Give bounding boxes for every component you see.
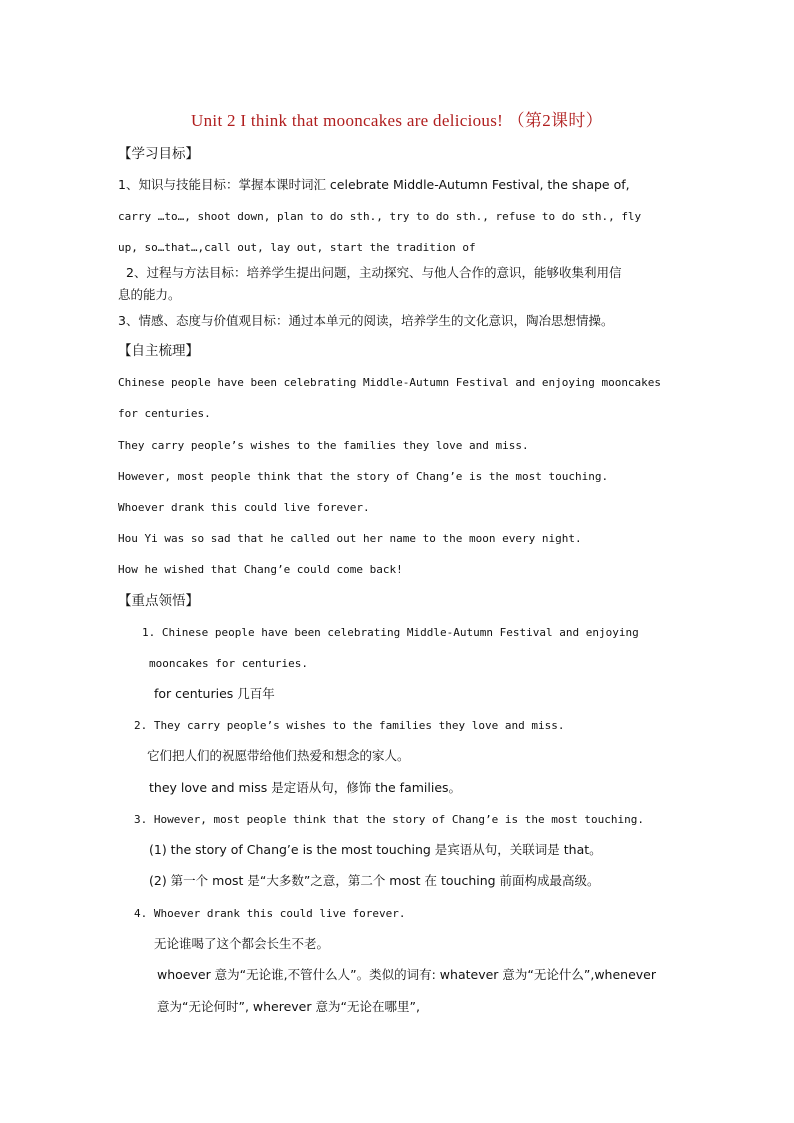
- objective-1-line-1: 1、知识与技能目标：掌握本课时词汇 celebrate Middle-Autumn Festival, the shape of,: [118, 177, 630, 192]
- key-point-1-note: for centuries 几百年: [154, 686, 275, 701]
- self-study-sentence-3: However, most people think that the story of Chang’e is the most touching.: [118, 470, 609, 483]
- self-study-sentence-4: Whoever drank this could live forever.: [118, 501, 370, 514]
- objective-2-line-1: 2、过程与方法目标：培养学生提出问题，主动探究、与他人合作的意识，能够收集利用信: [126, 265, 622, 280]
- section-heading-key-points: 【重点领悟】: [118, 593, 199, 609]
- key-point-4-note-line-1: whoever 意为“无论谁,不管什么人”。类似的词有: whatever 意为“无论什么”,whenever: [157, 967, 656, 982]
- section-heading-self-study: 【自主梳理】: [118, 343, 199, 359]
- key-point-3-note-1: (1) the story of Chang’e is the most touching 是宾语从句，关联词是 that。: [149, 842, 602, 857]
- objective-1-line-2: carry …to…, shoot down, plan to do sth., try to do sth., refuse to do sth., fly: [118, 210, 642, 223]
- self-study-sentence-1-line-1: Chinese people have been celebrating Middle-Autumn Festival and enjoying mooncakes: [118, 376, 662, 389]
- self-study-sentence-6: How he wished that Chang’e could come back!: [118, 563, 403, 576]
- key-point-4: 4. Whoever drank this could live forever.: [134, 907, 406, 920]
- key-point-4-translation: 无论谁喝了这个都会长生不老。: [154, 936, 330, 951]
- objective-1-line-3: up, so…that…,call out, lay out, start the tradition of: [118, 241, 476, 254]
- section-heading-objectives: 【学习目标】: [118, 146, 199, 162]
- self-study-sentence-5: Hou Yi was so sad that he called out her name to the moon every night.: [118, 532, 582, 545]
- key-point-2: 2. They carry people’s wishes to the families they love and miss.: [134, 719, 565, 732]
- page-title: Unit 2 I think that mooncakes are delicious! （第2课时）: [191, 111, 603, 130]
- key-point-1-line-2: mooncakes for centuries.: [149, 657, 308, 670]
- key-point-4-note-line-2: 意为“无论何时”, wherever 意为“无论在哪里”,: [157, 999, 420, 1014]
- objective-3: 3、情感、态度与价值观目标：通过本单元的阅读，培养学生的文化意识，陶冶思想情操。: [118, 313, 614, 328]
- objective-2-line-2: 息的能力。: [118, 287, 181, 302]
- self-study-sentence-1-line-2: for centuries.: [118, 407, 211, 420]
- self-study-sentence-2: They carry people’s wishes to the families they love and miss.: [118, 439, 529, 452]
- key-point-3-note-2: (2) 第一个 most 是“大多数”之意，第二个 most 在 touching 前面构成最高级。: [149, 873, 600, 888]
- key-point-2-translation: 它们把人们的祝愿带给他们热爱和想念的家人。: [147, 748, 410, 763]
- key-point-1-line-1: 1. Chinese people have been celebrating Middle-Autumn Festival and enjoying: [142, 626, 639, 639]
- key-point-2-note: they love and miss 是定语从句，修饰 the families。: [149, 780, 462, 795]
- key-point-3: 3. However, most people think that the story of Chang’e is the most touching.: [134, 813, 644, 826]
